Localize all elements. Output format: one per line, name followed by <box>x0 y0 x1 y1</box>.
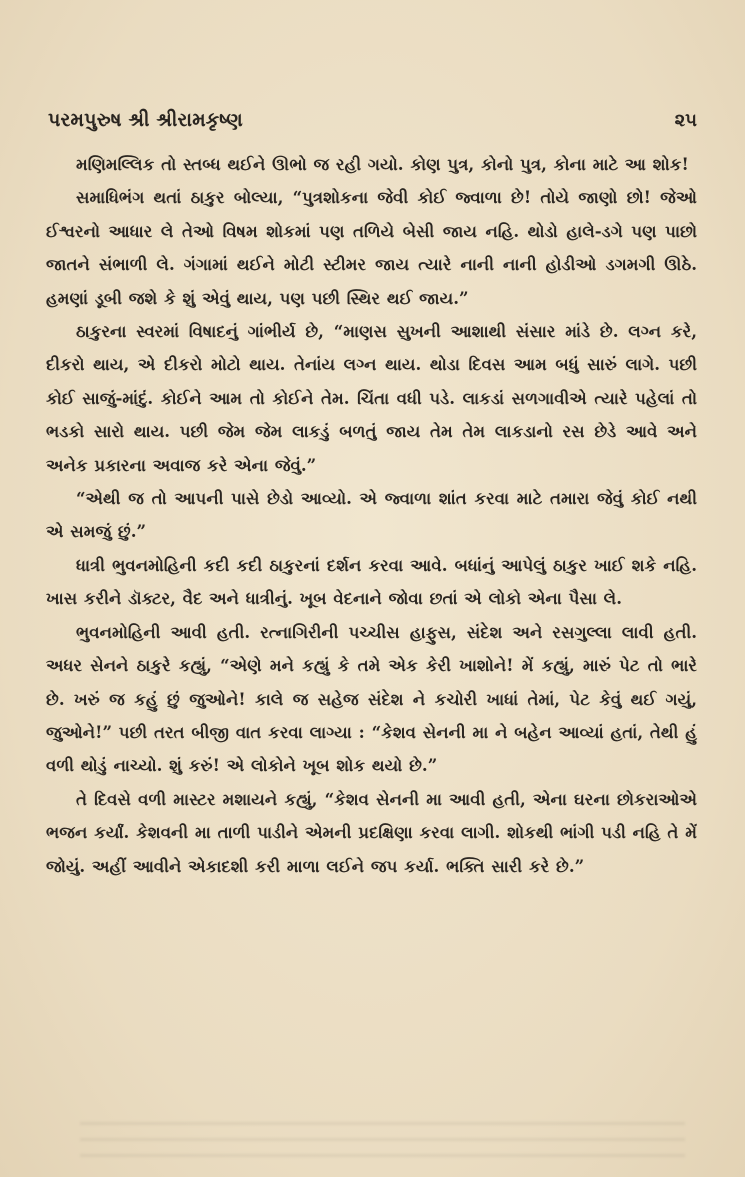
show-through-bleed <box>80 1122 685 1162</box>
paragraph-1: મણિમલ્લિક તો સ્તબ્ધ થઈને ઊભો જ રહી ગયો. કોણ પુત્ર, કોનો પુત્ર, કોના માટે આ શોક! <box>76 154 689 174</box>
running-header <box>48 104 697 136</box>
paragraph-3: ઠાકુરના સ્વરમાં વિષાદનું ગાંભીર્ય છે, “માણસ સુખની આશાથી સંસાર માંડે છે. લગ્ન કરે, દીકરો થાય, એ દીકરો મોટો થાય. તેનાંય લગ્ન થાય. થોડા દિવસ આમ બધું સારું લાગે. પછી કોઈ સાજું-માંદું. કોઈને આમ તો કોઈને તેમ. ચિંતા વધી પડે. લાકડાં સળગાવીએ ત્યારે પહેલાં તો ભડકો સારો થાય. પછી જેમ જેમ લાકડું બળતું જાય તેમ તેમ લાકડાનો રસ છેડે આવે અને અનેક પ્રકારના અવાજ કરે એના જેવું.” <box>46 321 697 475</box>
paragraph-2: સમાધિભંગ થતાં ઠાકુર બોલ્યા, “પુત્રશોકના જેવી કોઈ જ્વાળા છે! તોયે જાણો છો! જેઓ ઈશ્વરનો આધાર લે તેઓ વિષમ શોકમાં પણ તળિયે બેસી જાય નહિ. થોડો હાલે-ડગે પણ પાછો જાતને સંભાળી લે. ગંગામાં થઈને મોટી સ્ટીમર જાય ત્યારે નાની નાની હોડીઓ ડગમગી ઊઠે. હમણાં ડૂબી જશે કે શું એવું થાય, પણ પછી સ્થિર થઈ જાય.” <box>46 187 697 308</box>
paragraph-5: ધાત્રી ભુવનમોહિની કદી કદી ઠાકુરનાં દર્શન કરવા આવે. બધાંનું આપેલું ઠાકુર ખાઈ શકે નહિ. ખાસ કરીને ડૉક્ટર, વૈદ અને ધાત્રીનું. ખૂબ વેદનાને જોવા છતાં એ લોકો એના પૈસા લે. <box>46 554 697 609</box>
paragraph-6: ભુવનમોહિની આવી હતી. રત્નાગિરીની પચ્ચીસ હાફુસ, સંદેશ અને રસગુલ્લા લાવી હતી. અધર સેનને ઠાકુરે કહ્યું, “એણે મને કહ્યું કે તમે એક કેરી ખાશોને! મેં કહ્યું, મારું પેટ તો ભારે છે. ખરું જ કહું છું જુઓને! કાલે જ સહેજ સંદેશ ને કચોરી ખાધાં તેમાં, પેટ કેવું થઈ ગયું, જુઓને!” પછી તરત બીજી વાત કરવા લાગ્યા : “કેશવ સેનની મા ને બહેન આવ્યાં હતાં, તેથી હું વળી થોડું નાચ્યો. શું કરું! એ લોકોને ખૂબ શોક થયો છે.” <box>46 621 697 776</box>
paragraph-4: “એથી જ તો આપની પાસે છેડો આવ્યો. એ જ્વાળા શાંત કરવા માટે તમારા જેવું કોઈ નથી એ સમજું છું.” <box>46 488 697 542</box>
paragraph-7: તે દિવસે વળી માસ્ટર મશાયને કહ્યું, “કેશવ સેનની મા આવી હતી, એના ઘરના છોકરાઓએ ભજન કર્યાં. કેશવની મા તાળી પાડીને એમની પ્રદક્ષિણા કરવા લાગી. શોકથી ભાંગી પડી નહિ તે મેં જોયું. અહીં આવીને એકાદશી કરી માળા લઈને જપ કર્યા. ભક્તિ સારી કરે છે.” <box>46 788 697 876</box>
running-title: પરમપુરુષ શ્રી શ્રીરામકૃષ્ણ <box>48 109 243 131</box>
body-text <box>46 148 697 883</box>
page-number: ૨૫ <box>674 109 697 131</box>
